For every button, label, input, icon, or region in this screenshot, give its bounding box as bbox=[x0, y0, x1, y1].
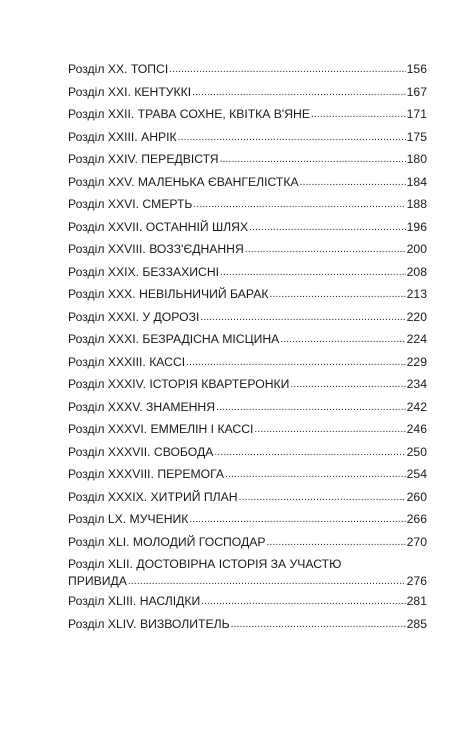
toc-entry-page: 276 bbox=[406, 574, 427, 588]
toc-entry bbox=[68, 400, 427, 423]
toc-entry bbox=[68, 152, 427, 175]
dot-leader bbox=[169, 61, 405, 77]
toc-entry bbox=[68, 355, 427, 378]
toc-entry bbox=[68, 445, 427, 468]
dot-leader bbox=[178, 129, 406, 145]
toc-entry-page: 175 bbox=[406, 129, 427, 144]
toc-entry-page: 254 bbox=[406, 467, 427, 481]
toc-entry bbox=[68, 265, 427, 288]
dot-leader bbox=[220, 151, 406, 167]
toc-entry-page: 266 bbox=[406, 512, 427, 526]
toc-entry bbox=[68, 62, 427, 85]
toc-entry-title: Розділ XXIX. БЕЗЗАХИСНІ bbox=[68, 264, 220, 279]
toc-entry-page: 180 bbox=[406, 152, 427, 166]
toc-entry-title: Розділ XXVI. СМЕРТЬ bbox=[68, 197, 193, 211]
toc-entry bbox=[68, 197, 427, 220]
dot-leader bbox=[192, 84, 406, 100]
toc-entry-page: 220 bbox=[406, 309, 427, 324]
toc-entry-title: Розділ XXXV. ЗНАМЕННЯ bbox=[68, 399, 216, 414]
dot-leader bbox=[266, 534, 405, 550]
toc-entry-page: 246 bbox=[406, 422, 427, 436]
toc-entry-page: 188 bbox=[406, 197, 427, 211]
toc-entry-title: Розділ XXIV. ПЕРЕДВІСТЯ bbox=[68, 152, 219, 166]
toc-entry-page: 184 bbox=[406, 174, 427, 189]
toc-entry bbox=[68, 287, 427, 310]
toc-entry-page: 281 bbox=[406, 594, 427, 608]
toc-entry-page: 213 bbox=[406, 287, 427, 301]
toc-entry bbox=[68, 512, 427, 535]
toc-entry-page: 250 bbox=[406, 444, 427, 459]
toc-entry-title: Розділ XXXI. БЕЗРАДІСНА МІСЦИНА bbox=[68, 332, 280, 346]
toc-entry bbox=[68, 175, 427, 198]
dot-leader bbox=[220, 264, 406, 280]
toc-entry-title: Розділ XXIII. АНРІК bbox=[68, 129, 177, 144]
toc-entry-page: 260 bbox=[406, 489, 427, 504]
toc-entry-page: 156 bbox=[406, 62, 427, 76]
toc-entry-title: Розділ XXV. МАЛЕНЬКА ЄВАНГЕЛІСТКА bbox=[68, 174, 299, 189]
toc-entry-page: 285 bbox=[406, 616, 427, 631]
dot-leader bbox=[214, 444, 405, 460]
toc-entry-title: Розділ XLIII. НАСЛІДКИ bbox=[68, 594, 201, 608]
toc-entry-title: Розділ XXXVIII. ПЕРЕМОГА bbox=[68, 467, 225, 481]
dot-leader bbox=[280, 331, 405, 347]
toc-entry-page: 171 bbox=[406, 107, 427, 121]
toc-entry-page: 234 bbox=[406, 377, 427, 391]
toc-entry-title: Розділ XLI. МОЛОДИЙ ГОСПОДАР bbox=[68, 534, 266, 549]
toc-entry-page: 224 bbox=[406, 332, 427, 346]
toc-entry-title: Розділ XX. ТОПСІ bbox=[68, 62, 169, 76]
dot-leader bbox=[239, 489, 406, 505]
toc-entry-page: 242 bbox=[406, 399, 427, 414]
toc-entry-title: Розділ XXX. НЕВІЛЬНИЧИЙ БАРАК bbox=[68, 287, 269, 301]
toc-entry bbox=[68, 617, 427, 640]
dot-leader bbox=[200, 309, 405, 325]
toc-entry-title: Розділ XXVIII. ВОЗЗ'ЄДНАННЯ bbox=[68, 242, 244, 256]
toc-entry-title: Розділ XXXI. У ДОРОЗІ bbox=[68, 309, 200, 324]
dot-leader bbox=[249, 219, 406, 235]
toc-entry bbox=[68, 242, 427, 265]
toc-entry-page: 229 bbox=[406, 354, 427, 369]
dot-leader bbox=[269, 286, 405, 302]
dot-leader bbox=[225, 466, 406, 482]
toc-entry-title-line2: ПРИВИДА bbox=[68, 574, 127, 588]
toc-entry-title: Розділ XXVII. ОСТАННІЙ ШЛЯХ bbox=[68, 219, 249, 234]
toc-entry bbox=[68, 422, 427, 445]
dot-leader bbox=[311, 106, 406, 122]
toc-entry bbox=[68, 467, 427, 490]
toc-entry-title: Розділ XXXVII. СВОБОДА bbox=[68, 444, 214, 459]
dot-leader bbox=[231, 616, 406, 632]
toc-entry-title: Розділ XXXIII. КАССІ bbox=[68, 354, 186, 369]
toc-entry-multiline bbox=[68, 557, 427, 590]
dot-leader bbox=[189, 511, 405, 527]
toc-entry-title: Розділ XXI. КЕНТУККІ bbox=[68, 84, 192, 99]
toc-entry-title: Розділ XXXVI. ЕММЕЛІН І КАССІ bbox=[68, 422, 254, 436]
toc-entry bbox=[68, 535, 427, 558]
toc-entry bbox=[68, 85, 427, 108]
toc-entry-page: 200 bbox=[406, 242, 427, 256]
toc-entry-page: 208 bbox=[406, 264, 427, 279]
dot-leader bbox=[201, 593, 405, 609]
dot-leader bbox=[300, 174, 406, 190]
toc-entry-page: 270 bbox=[406, 534, 427, 549]
toc-entry bbox=[68, 490, 427, 513]
toc-entry-title: Розділ XXXIV. ІСТОРІЯ КВАРТЕРОНКИ bbox=[68, 377, 290, 391]
dot-leader bbox=[186, 354, 406, 370]
toc-entry-title-line1: Розділ XLII. ДОСТОВІРНА ІСТОРІЯ ЗА УЧАСТЮ bbox=[68, 557, 342, 571]
toc-entry bbox=[68, 332, 427, 355]
dot-leader bbox=[193, 196, 405, 212]
dot-leader bbox=[216, 399, 406, 415]
toc-entry-page: 196 bbox=[406, 219, 427, 234]
table-of-contents bbox=[68, 62, 427, 639]
toc-entry bbox=[68, 107, 427, 130]
toc-entry-title: Розділ XXII. ТРАВА СОХНЕ, КВІТКА В'ЯНЕ bbox=[68, 107, 310, 121]
toc-entry-title: Розділ XLIV. ВИЗВОЛИТЕЛЬ bbox=[68, 616, 230, 631]
dot-leader bbox=[290, 376, 405, 392]
toc-entry bbox=[68, 220, 427, 243]
toc-entry bbox=[68, 310, 427, 333]
toc-entry bbox=[68, 377, 427, 400]
toc-entry-page: 167 bbox=[406, 84, 427, 99]
toc-entry-title: Розділ LX. МУЧЕНИК bbox=[68, 512, 189, 526]
toc-entry-title: Розділ XXXIX. ХИТРИЙ ПЛАН bbox=[68, 489, 238, 504]
toc-entry bbox=[68, 594, 427, 617]
dot-leader bbox=[128, 573, 406, 589]
toc-entry bbox=[68, 130, 427, 153]
dot-leader bbox=[245, 241, 406, 257]
dot-leader bbox=[254, 421, 405, 437]
